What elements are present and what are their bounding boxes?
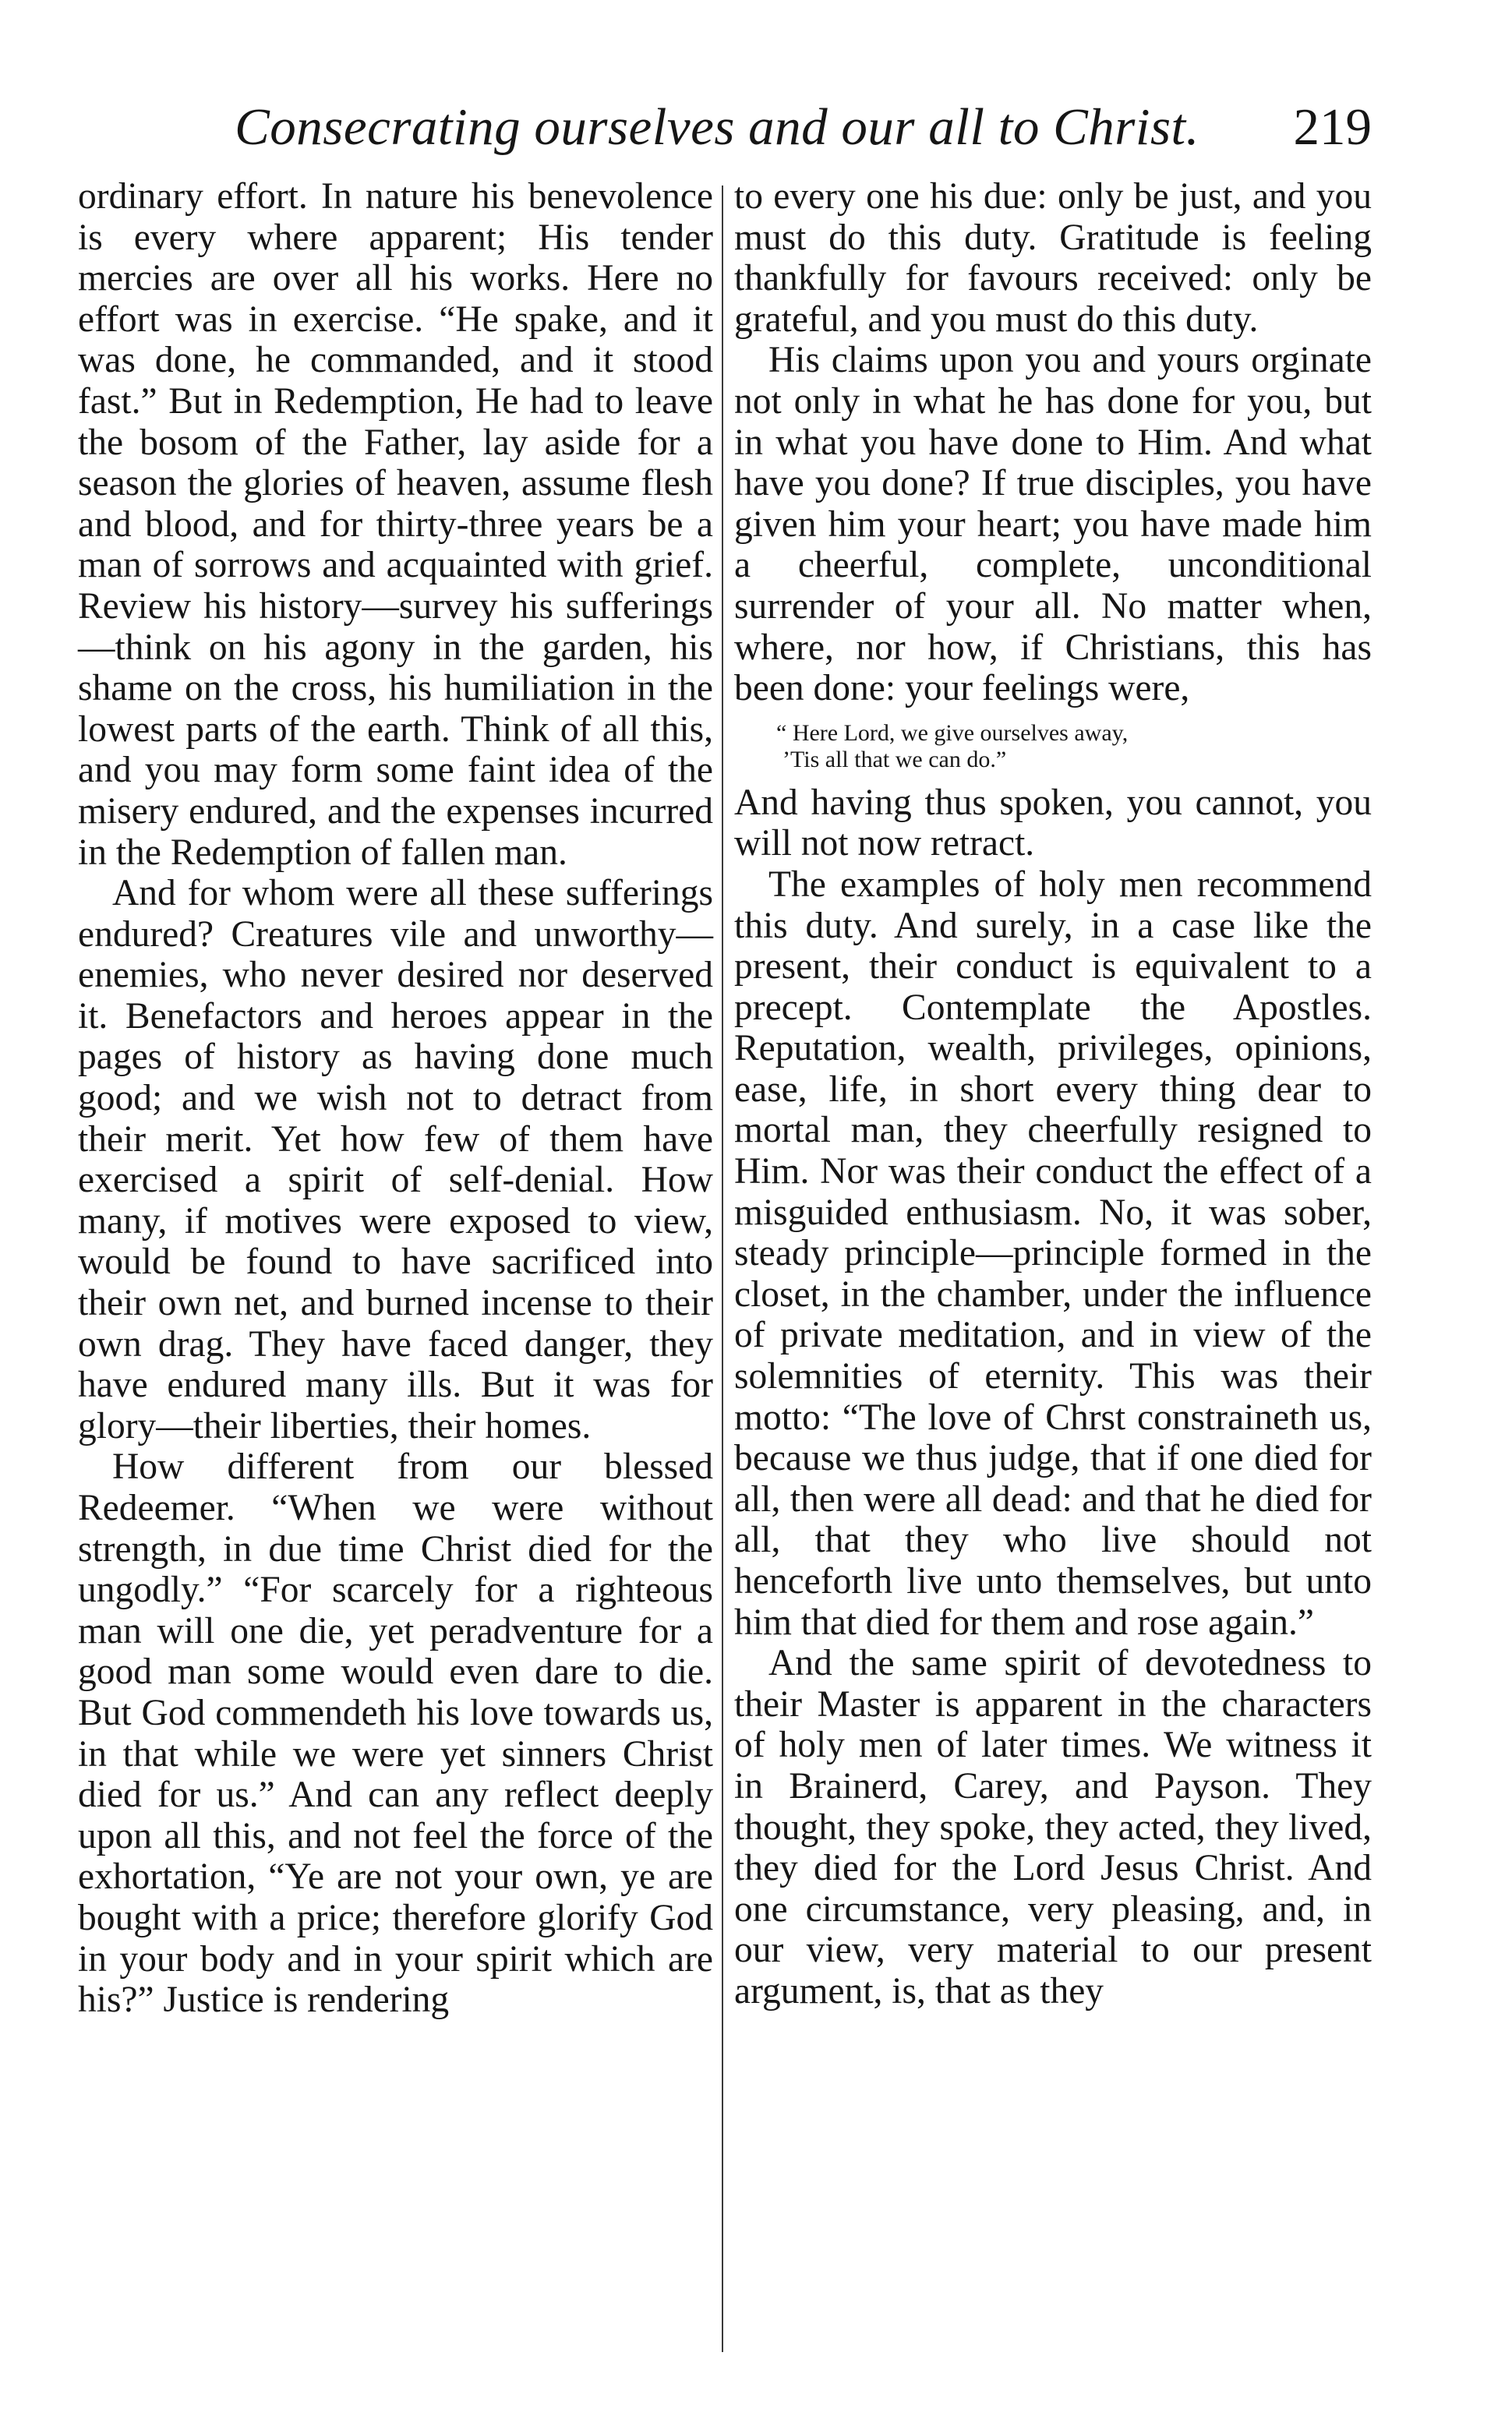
running-title: Consecrating ourselves and our all to Christ. xyxy=(235,98,1199,156)
paragraph: ordinary effort. In nature his benevolence is every where apparent; His tender mercies are over all his works. Here no effort was in exercise. “He spake, and it was done, he commanded, and it stood fast.” But in Redemption, He had to leave the bosom of the Father, lay aside for a season the glories of heaven, assume flesh and blood, and for thirty-three years be a man of sorrows and acquainted with grief. Review his history—survey his sufferings—think on his agony in the garden, his shame on the cross, his humiliation in the lowest parts of the earth. Think of all this, and you may form some faint idea of the misery endured, and the expenses incurred in the Redemption of fallen man. xyxy=(78,176,713,873)
page-number: 219 xyxy=(1293,98,1372,156)
verse-line: “ Here Lord, we give ourselves away, xyxy=(776,719,1129,746)
paragraph: And for whom were all these sufferings endured? Creatures vile and unworthy—enemies, who never desired nor deserved it. Benefactors and heroes appear in the pages of history as having done much good; and we wish not to detract from their merit. Yet how few of them have exercised a spirit of self-denial. How many, if motives were exposed to view, would be found to have sacrificed into their own net, and burned incense to their own drag. They have faced danger, they have endured many ills. But it was for glory—their liberties, their homes. xyxy=(78,873,713,1446)
verse-quotation xyxy=(734,720,1372,773)
paragraph: The examples of holy men recommend this duty. And surely, in a case like the present, their conduct is equivalent to a precept. Contemplate the Apostles. Reputation, wealth, privileges, opinions, ease, life, in short every thing dear to mortal man, they cheerfully resigned to Him. Nor was their conduct the effect of a misguided enthusiasm. No, it was sober, steady principle—principle formed in the closet, in the chamber, under the influence of private meditation, and in view of the solemnities of eternity. This was their motto: “The love of Chrst constraineth us, because we thus judge, that if one died for all, then were all dead: and that he died for all, that they who live should not henceforth live unto themselves, but unto him that died for them and rose again.” xyxy=(734,864,1372,1643)
left-column xyxy=(78,176,713,2021)
page-header xyxy=(210,92,1372,162)
paragraph: And having thus spoken, you cannot, you will not now retract. xyxy=(734,782,1372,864)
verse-line: ’Tis all that we can do.” xyxy=(782,746,1007,772)
paragraph: to every one his due: only be just, and you must do this duty. Gratitude is feeling thankfully for favours received: only be grateful, and you must do this duty. xyxy=(734,176,1372,340)
paragraph: And the same spirit of devotedness to their Master is apparent in the characters of holy men of later times. We witness it in Brainerd, Carey, and Payson. They thought, they spoke, they acted, they lived, they died for the Lord Jesus Christ. And one circumstance, very pleasing, and, in our view, very material to our present argument, is, that as they xyxy=(734,1643,1372,2012)
column-divider xyxy=(722,185,723,2352)
right-column xyxy=(734,176,1372,2012)
paragraph: His claims upon you and yours orginate not only in what he has done for you, but in what you have done to Him. And what have you done? If true disciples, you have given him your heart; you have made him a cheerful, complete, unconditional surrender of your all. No matter when, where, nor how, if Christians, this has been done: your feelings were, xyxy=(734,340,1372,709)
paragraph: How different from our blessed Redeemer. “When we were without strength, in due time Christ died for the ungodly.” “For scarcely for a righteous man will one die, yet peradventure for a good man some would even dare to die. But God commendeth his love towards us, in that while we were yet sinners Christ died for us.” And can any reflect deeply upon all this, and not feel the force of the exhortation, “Ye are not your own, ye are bought with a price; therefore glorify God in your body and in your spirit which are his?” Justice is rendering xyxy=(78,1446,713,2021)
